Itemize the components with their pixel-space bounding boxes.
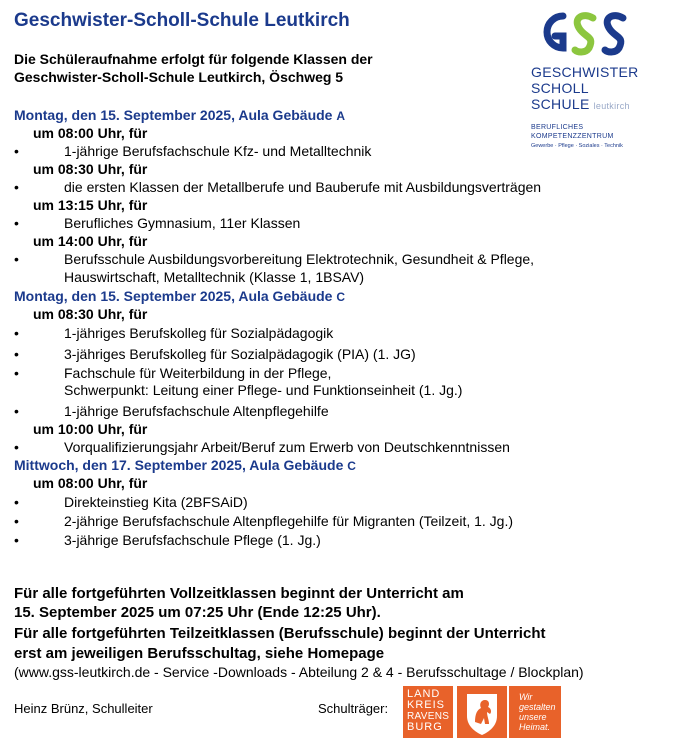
list-item: 2-jährige Berufsfachschule Altenpflegehilfe für Migranten (Teilzeit, 1. Jg.) xyxy=(64,513,514,529)
landkreis-text: KREIS xyxy=(407,699,446,711)
list-item: Vorqualifizierungsjahr Arbeit/Beruf zum Erwerb von Deutschkenntnissen xyxy=(64,439,510,455)
landkreis-logo xyxy=(403,686,453,738)
landkreis-text: LAND xyxy=(407,688,441,700)
schultraeger-label: Schulträger: xyxy=(318,701,389,716)
footer-line-2: 15. September 2025 um 07:25 Uhr (Ende 12:25 Uhr). xyxy=(14,604,381,621)
logo-leutkirch: leutkirch xyxy=(593,101,630,111)
list-item: 3-jähriges Berufskolleg für Sozialpädagogik (PIA) (1. JG) xyxy=(64,346,416,362)
section-3-day: Mittwoch, den 17. September 2025, Aula Gebäude C xyxy=(14,457,356,473)
slogan-text: gestalten xyxy=(519,702,556,712)
footer-url: (www.gss-leutkirch.de - Service -Downloads - Abteilung 2 & 4 - Berufsschultage / Blockplan) xyxy=(14,664,584,680)
bullet: • xyxy=(14,403,19,419)
list-item: Berufliches Gymnasium, 11er Klassen xyxy=(64,215,301,231)
footer-line-1: Für alle fortgeführten Vollzeitklassen beginnt der Unterricht am xyxy=(14,585,464,602)
list-item-continued: Hauswirtschaft, Metalltechnik (Klasse 1, 1BSAV) xyxy=(64,269,365,285)
heimat-slogan-badge xyxy=(509,686,561,738)
landkreis-text: BURG xyxy=(407,721,443,733)
list-item: 1-jährige Berufsfachschule Kfz- und Metalltechnik xyxy=(64,143,372,159)
slogan-text: unsere xyxy=(519,712,547,722)
logo-text-6: Gewerbe · Pflege · Soziales · Technik xyxy=(531,143,623,149)
list-item: 1-jähriges Berufskolleg für Sozialpädagogik xyxy=(64,325,334,341)
logo-text-1: GESCHWISTER xyxy=(531,64,639,80)
bullet: • xyxy=(14,494,19,510)
bullet: • xyxy=(14,365,19,381)
lion-coat-of-arms-icon xyxy=(457,686,507,738)
list-item-continued: Schwerpunkt: Leitung einer Pflege- und Funktionseinheit (1. Jg.) xyxy=(64,382,463,398)
list-item: Direkteinstieg Kita (2BFSAiD) xyxy=(64,494,248,510)
section-1-day: Montag, den 15. September 2025, Aula Gebäude A xyxy=(14,107,346,123)
section-1-time-3: um 13:15 Uhr, für xyxy=(33,197,148,213)
list-item: Berufsschule Ausbildungsvorbereitung Elektrotechnik, Gesundheit & Pflege, xyxy=(64,251,535,267)
page-title: Geschwister-Scholl-Schule Leutkirch xyxy=(14,10,350,31)
list-item: die ersten Klassen der Metallberufe und Bauberufe mit Ausbildungsverträgen xyxy=(64,179,542,195)
slogan-text: Heimat. xyxy=(519,722,551,732)
bullet: • xyxy=(14,439,19,455)
bullet: • xyxy=(14,513,19,529)
logo-text-3: SCHULE leutkirch xyxy=(531,96,630,112)
footer-line-3: Für alle fortgeführten Teilzeitklassen (Berufsschule) beginnt der Unterricht xyxy=(14,625,546,642)
section-3-time-1: um 08:00 Uhr, für xyxy=(33,475,148,491)
bullet: • xyxy=(14,325,19,341)
bullet: • xyxy=(14,346,19,362)
bullet: • xyxy=(14,251,19,267)
slogan-text: Wir xyxy=(519,692,533,702)
intro-line-1: Die Schüleraufnahme erfolgt für folgende Klassen der xyxy=(14,51,373,67)
gss-logo-icon xyxy=(529,6,629,58)
list-item: 1-jährige Berufsfachschule Altenpflegehilfe xyxy=(64,403,329,419)
signature: Heinz Brünz, Schulleiter xyxy=(14,701,153,716)
section-1-time-4: um 14:00 Uhr, für xyxy=(33,233,148,249)
intro-line-2: Geschwister-Scholl-Schule Leutkirch, Öschweg 5 xyxy=(14,69,344,85)
section-1-time-2: um 08:30 Uhr, für xyxy=(33,161,148,177)
footer-line-4: erst am jeweiligen Berufsschultag, siehe Homepage xyxy=(14,645,385,662)
logo-text-4: BERUFLICHES xyxy=(531,124,584,131)
bullet: • xyxy=(14,179,19,195)
section-2-day: Montag, den 15. September 2025, Aula Gebäude C xyxy=(14,288,346,304)
section-2-time-1: um 08:30 Uhr, für xyxy=(33,306,148,322)
logo-text-5: KOMPETENZZENTRUM xyxy=(531,133,614,140)
list-item: 3-jährige Berufsfachschule Pflege (1. Jg.) xyxy=(64,532,321,548)
bullet: • xyxy=(14,532,19,548)
section-1-time-1: um 08:00 Uhr, für xyxy=(33,125,148,141)
landkreis-text: RAVENS xyxy=(407,711,450,722)
logo-text-2: SCHOLL xyxy=(531,80,589,96)
bullet: • xyxy=(14,215,19,231)
list-item: Fachschule für Weiterbildung in der Pflege, xyxy=(64,365,332,381)
bullet: • xyxy=(14,143,19,159)
section-2-time-2: um 10:00 Uhr, für xyxy=(33,421,148,437)
